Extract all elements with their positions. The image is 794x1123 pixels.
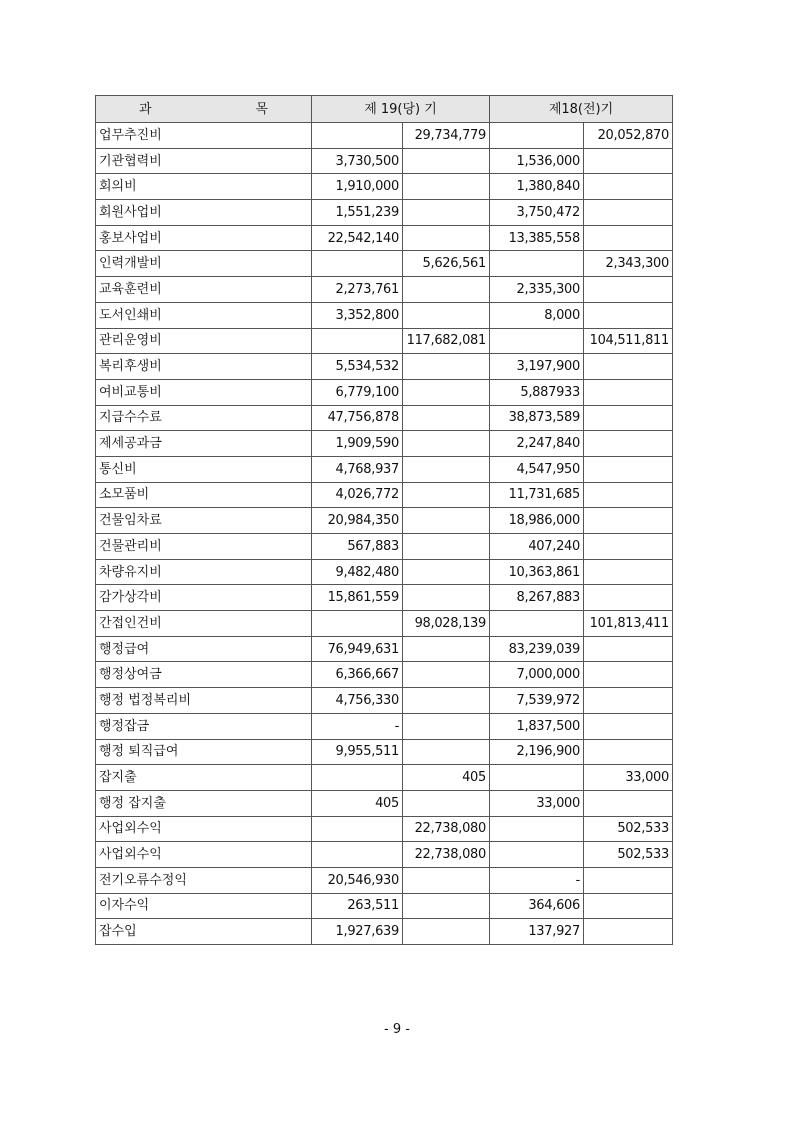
table-row [96, 405, 673, 431]
current-total-cell [403, 919, 490, 945]
account-name-cell: 잡수입 [96, 919, 312, 945]
prior-total-cell [584, 662, 673, 688]
table-row [96, 585, 673, 611]
table-row [96, 790, 673, 816]
current-detail-cell [312, 251, 403, 277]
prior-total-cell [584, 174, 673, 200]
table-row [96, 713, 673, 739]
current-detail-cell: 9,955,511 [312, 739, 403, 765]
prior-total-cell [584, 482, 673, 508]
current-total-cell [403, 379, 490, 405]
prior-detail-cell: 1,837,500 [490, 713, 584, 739]
table-row [96, 225, 673, 251]
financial-statement-table [95, 95, 673, 945]
account-name-cell: 이자수익 [96, 893, 312, 919]
prior-detail-cell: 13,385,558 [490, 225, 584, 251]
account-name-cell: 도서인쇄비 [96, 302, 312, 328]
prior-total-cell [584, 456, 673, 482]
account-name-cell: 기관협력비 [96, 148, 312, 174]
prior-detail-cell: 10,363,861 [490, 559, 584, 585]
prior-total-cell [584, 636, 673, 662]
table-row [96, 816, 673, 842]
current-detail-cell: 3,730,500 [312, 148, 403, 174]
account-name-cell: 전기오류수정익 [96, 867, 312, 893]
account-name-cell: 회원사업비 [96, 200, 312, 226]
account-header-left: 과 [139, 101, 152, 117]
account-name-cell: 건물관리비 [96, 534, 312, 560]
prior-total-cell [584, 431, 673, 457]
current-total-cell [403, 688, 490, 714]
prior-detail-cell: 407,240 [490, 534, 584, 560]
table-row [96, 534, 673, 560]
table-header-row [96, 96, 673, 123]
current-detail-cell: 2,273,761 [312, 277, 403, 303]
prior-detail-cell: 4,547,950 [490, 456, 584, 482]
current-detail-cell: 1,909,590 [312, 431, 403, 457]
current-total-cell [403, 636, 490, 662]
account-name-cell: 행정 퇴직급여 [96, 739, 312, 765]
prior-detail-cell: 364,606 [490, 893, 584, 919]
prior-total-cell [584, 919, 673, 945]
current-detail-cell: 5,534,532 [312, 354, 403, 380]
prior-detail-cell: 137,927 [490, 919, 584, 945]
table-row [96, 636, 673, 662]
current-detail-cell [312, 611, 403, 637]
prior-detail-cell: 18,986,000 [490, 508, 584, 534]
account-name-cell: 홍보사업비 [96, 225, 312, 251]
account-name-cell: 제세공과금 [96, 431, 312, 457]
current-detail-cell: 22,542,140 [312, 225, 403, 251]
current-total-cell: 22,738,080 [403, 842, 490, 868]
current-detail-cell: 263,511 [312, 893, 403, 919]
account-name-cell: 행정 잡지출 [96, 790, 312, 816]
current-detail-cell: 1,551,239 [312, 200, 403, 226]
table-row [96, 277, 673, 303]
account-name-cell: 감가상각비 [96, 585, 312, 611]
table-row [96, 456, 673, 482]
current-total-cell [403, 585, 490, 611]
current-total-cell [403, 277, 490, 303]
current-detail-cell: - [312, 713, 403, 739]
current-detail-cell: 20,984,350 [312, 508, 403, 534]
table-row [96, 482, 673, 508]
prior-total-cell [584, 713, 673, 739]
prior-detail-cell: 83,239,039 [490, 636, 584, 662]
current-detail-cell: 6,779,100 [312, 379, 403, 405]
prior-total-cell [584, 739, 673, 765]
table-row [96, 174, 673, 200]
prior-total-cell [584, 688, 673, 714]
current-total-cell [403, 662, 490, 688]
current-detail-cell: 1,910,000 [312, 174, 403, 200]
current-total-cell [403, 225, 490, 251]
prior-total-cell [584, 200, 673, 226]
table-row [96, 559, 673, 585]
current-total-cell [403, 508, 490, 534]
account-name-cell: 통신비 [96, 456, 312, 482]
current-detail-cell [312, 842, 403, 868]
current-total-cell [403, 431, 490, 457]
table-row [96, 611, 673, 637]
account-name-cell: 인력개발비 [96, 251, 312, 277]
prior-detail-cell: 2,247,840 [490, 431, 584, 457]
prior-total-cell [584, 379, 673, 405]
prior-total-cell: 2,343,300 [584, 251, 673, 277]
prior-total-cell [584, 893, 673, 919]
current-detail-cell: 4,756,330 [312, 688, 403, 714]
current-detail-cell: 4,768,937 [312, 456, 403, 482]
account-name-cell: 여비교통비 [96, 379, 312, 405]
table-row [96, 379, 673, 405]
account-name-cell: 행정급여 [96, 636, 312, 662]
prior-detail-cell: 33,000 [490, 790, 584, 816]
table-row [96, 123, 673, 149]
prior-total-cell [584, 302, 673, 328]
account-name-cell: 행정 법정복리비 [96, 688, 312, 714]
account-name-cell: 소모품비 [96, 482, 312, 508]
prior-total-cell [584, 277, 673, 303]
prior-detail-cell: 3,197,900 [490, 354, 584, 380]
current-detail-cell: 6,366,667 [312, 662, 403, 688]
current-detail-cell: 405 [312, 790, 403, 816]
current-total-cell: 22,738,080 [403, 816, 490, 842]
prior-detail-cell [490, 251, 584, 277]
table-row [96, 867, 673, 893]
current-detail-cell [312, 816, 403, 842]
table-row [96, 328, 673, 354]
prior-detail-cell: 11,731,685 [490, 482, 584, 508]
prior-total-cell [584, 867, 673, 893]
prior-total-cell [584, 225, 673, 251]
prior-total-cell: 101,813,411 [584, 611, 673, 637]
prior-period-header: 제18(전)기 [490, 96, 673, 123]
table-row [96, 354, 673, 380]
prior-detail-cell [490, 328, 584, 354]
account-name-cell: 교육훈련비 [96, 277, 312, 303]
prior-detail-cell: 1,380,840 [490, 174, 584, 200]
account-name-cell: 행정잡금 [96, 713, 312, 739]
prior-detail-cell: 3,750,472 [490, 200, 584, 226]
prior-detail-cell [490, 842, 584, 868]
current-total-cell [403, 354, 490, 380]
account-name-cell: 잡지출 [96, 765, 312, 791]
current-period-header: 제 19(당) 기 [312, 96, 490, 123]
prior-detail-cell [490, 611, 584, 637]
current-detail-cell [312, 328, 403, 354]
prior-detail-cell: 8,000 [490, 302, 584, 328]
current-total-cell [403, 534, 490, 560]
prior-detail-cell: 38,873,589 [490, 405, 584, 431]
account-name-cell: 건물임차료 [96, 508, 312, 534]
prior-total-cell: 502,533 [584, 842, 673, 868]
prior-detail-cell: 5,887933 [490, 379, 584, 405]
account-name-cell: 관리운영비 [96, 328, 312, 354]
table-row [96, 148, 673, 174]
prior-total-cell [584, 585, 673, 611]
current-detail-cell: 47,756,878 [312, 405, 403, 431]
prior-detail-cell: - [490, 867, 584, 893]
current-detail-cell: 20,546,930 [312, 867, 403, 893]
prior-detail-cell: 2,335,300 [490, 277, 584, 303]
table-row [96, 842, 673, 868]
prior-total-cell [584, 148, 673, 174]
current-total-cell [403, 302, 490, 328]
current-total-cell [403, 482, 490, 508]
current-total-cell: 29,734,779 [403, 123, 490, 149]
current-detail-cell: 15,861,559 [312, 585, 403, 611]
current-detail-cell: 4,026,772 [312, 482, 403, 508]
account-name-cell: 지급수수료 [96, 405, 312, 431]
page-number: - 9 - [384, 1022, 410, 1037]
current-total-cell [403, 893, 490, 919]
prior-detail-cell [490, 765, 584, 791]
prior-total-cell [584, 790, 673, 816]
current-total-cell [403, 200, 490, 226]
prior-total-cell: 104,511,811 [584, 328, 673, 354]
table-row [96, 251, 673, 277]
prior-total-cell: 33,000 [584, 765, 673, 791]
prior-total-cell: 20,052,870 [584, 123, 673, 149]
current-total-cell [403, 559, 490, 585]
table-row [96, 765, 673, 791]
prior-total-cell [584, 508, 673, 534]
table-row [96, 508, 673, 534]
prior-total-cell [584, 559, 673, 585]
current-total-cell: 405 [403, 765, 490, 791]
current-total-cell [403, 405, 490, 431]
prior-detail-cell: 8,267,883 [490, 585, 584, 611]
table-row [96, 662, 673, 688]
account-header [96, 96, 312, 123]
table-row [96, 919, 673, 945]
prior-detail-cell: 1,536,000 [490, 148, 584, 174]
table-row [96, 893, 673, 919]
prior-detail-cell: 2,196,900 [490, 739, 584, 765]
table-row [96, 688, 673, 714]
prior-total-cell [584, 354, 673, 380]
table-row [96, 739, 673, 765]
prior-total-cell: 502,533 [584, 816, 673, 842]
account-name-cell: 업무추진비 [96, 123, 312, 149]
account-name-cell: 사업외수익 [96, 816, 312, 842]
table-row [96, 431, 673, 457]
current-total-cell: 117,682,081 [403, 328, 490, 354]
current-total-cell: 5,626,561 [403, 251, 490, 277]
account-name-cell: 행정상여금 [96, 662, 312, 688]
current-detail-cell: 3,352,800 [312, 302, 403, 328]
current-detail-cell [312, 765, 403, 791]
current-total-cell [403, 739, 490, 765]
current-total-cell: 98,028,139 [403, 611, 490, 637]
prior-total-cell [584, 405, 673, 431]
account-name-cell: 복리후생비 [96, 354, 312, 380]
account-header-right: 목 [255, 101, 268, 117]
current-detail-cell: 9,482,480 [312, 559, 403, 585]
current-total-cell [403, 867, 490, 893]
account-name-cell: 사업외수익 [96, 842, 312, 868]
table-row [96, 200, 673, 226]
current-total-cell [403, 174, 490, 200]
current-detail-cell: 1,927,639 [312, 919, 403, 945]
current-total-cell [403, 456, 490, 482]
current-detail-cell: 567,883 [312, 534, 403, 560]
prior-total-cell [584, 534, 673, 560]
account-name-cell: 차량유지비 [96, 559, 312, 585]
table-body [96, 123, 673, 945]
table-row [96, 302, 673, 328]
prior-detail-cell [490, 816, 584, 842]
account-name-cell: 간접인건비 [96, 611, 312, 637]
current-detail-cell [312, 123, 403, 149]
current-detail-cell: 76,949,631 [312, 636, 403, 662]
current-total-cell [403, 790, 490, 816]
prior-detail-cell [490, 123, 584, 149]
prior-detail-cell: 7,000,000 [490, 662, 584, 688]
prior-detail-cell: 7,539,972 [490, 688, 584, 714]
account-name-cell: 회의비 [96, 174, 312, 200]
current-total-cell [403, 148, 490, 174]
current-total-cell [403, 713, 490, 739]
